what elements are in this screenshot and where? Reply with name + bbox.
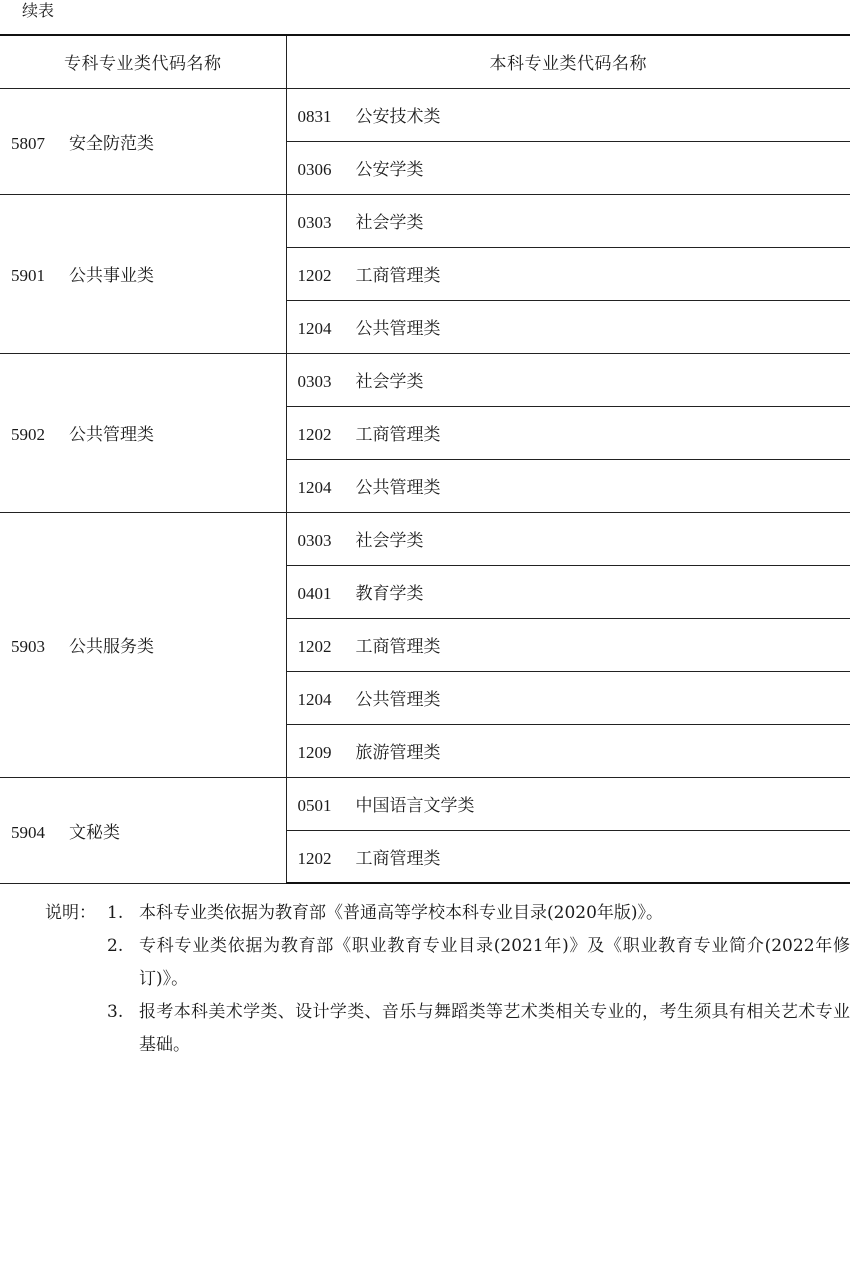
undergrad-major-name: 公共管理类 <box>355 690 441 710</box>
undergrad-major-code: 1204 <box>297 478 332 497</box>
junior-major-code: 5902 <box>11 425 45 444</box>
junior-major-code: 5903 <box>11 637 45 656</box>
note-text: 专科专业类依据为教育部《职业教育专业目录(2021年)》及《职业教育专业简介(2022年修订)》。 <box>139 936 850 989</box>
note-item <box>45 930 850 996</box>
undergrad-major-cell <box>286 194 850 247</box>
junior-major-cell <box>0 194 286 353</box>
undergrad-major-name: 社会学类 <box>355 213 424 233</box>
undergrad-major-cell <box>286 300 850 353</box>
undergrad-major-name: 工商管理类 <box>355 637 441 657</box>
major-mapping-table <box>0 34 850 884</box>
undergrad-major-code: 1204 <box>297 319 332 338</box>
notes-section <box>45 897 850 1062</box>
undergrad-major-name: 工商管理类 <box>355 266 441 286</box>
note-number: 1. <box>107 903 124 923</box>
undergrad-major-code: 1202 <box>297 848 332 868</box>
note-number: 3. <box>107 1002 124 1022</box>
junior-major-code: 5807 <box>11 133 45 153</box>
undergrad-major-cell <box>286 88 850 141</box>
junior-major-code: 5901 <box>11 266 45 285</box>
note-item <box>45 996 850 1062</box>
undergrad-major-cell <box>286 830 850 883</box>
header-junior-college: 专科专业类代码名称 <box>0 35 286 88</box>
undergrad-major-code: 1202 <box>297 637 332 656</box>
undergrad-major-name: 公安技术类 <box>355 107 441 127</box>
undergrad-major-name: 公安学类 <box>355 160 424 180</box>
junior-major-code: 5904 <box>11 822 45 842</box>
undergrad-major-cell <box>286 777 850 830</box>
note-text: 报考本科美术学类、设计学类、音乐与舞蹈类等艺术类相关专业的，考生须具有相关艺术专业基础。 <box>139 1002 850 1055</box>
undergrad-major-code: 0401 <box>297 584 332 603</box>
undergrad-major-code: 0303 <box>297 372 332 391</box>
note-text: 本科专业类依据为教育部《普通高等学校本科专业目录(2020年版)》。 <box>139 903 664 923</box>
undergrad-major-code: 0501 <box>297 796 332 815</box>
undergrad-major-name: 公共管理类 <box>355 319 441 339</box>
undergrad-major-cell <box>286 247 850 300</box>
table-row <box>0 777 850 830</box>
undergrad-major-cell <box>286 353 850 406</box>
table-row <box>0 194 850 247</box>
junior-major-cell <box>0 353 286 512</box>
undergrad-major-name: 中国语言文学类 <box>355 796 475 816</box>
table-continued-caption: 续表 <box>22 1 55 20</box>
note-item <box>45 897 850 930</box>
undergrad-major-name: 教育学类 <box>355 584 424 604</box>
note-number: 2. <box>107 936 124 956</box>
junior-major-cell <box>0 88 286 194</box>
junior-major-cell <box>0 777 286 883</box>
undergrad-major-cell <box>286 406 850 459</box>
table-row <box>0 353 850 406</box>
table-row <box>0 88 850 141</box>
notes-lead: 说明： <box>45 903 96 923</box>
table-header-row <box>0 35 850 88</box>
undergrad-major-cell <box>286 565 850 618</box>
undergrad-major-name: 工商管理类 <box>355 425 441 445</box>
undergrad-major-code: 0303 <box>297 213 332 232</box>
undergrad-major-cell <box>286 141 850 194</box>
table-row <box>0 512 850 565</box>
junior-major-cell <box>0 512 286 777</box>
undergrad-major-code: 0306 <box>297 160 332 179</box>
undergrad-major-name: 工商管理类 <box>355 848 441 869</box>
junior-major-name: 文秘类 <box>69 822 120 843</box>
undergrad-major-name: 旅游管理类 <box>355 743 441 763</box>
undergrad-major-code: 1202 <box>297 266 332 285</box>
undergrad-major-name: 公共管理类 <box>355 478 441 498</box>
undergrad-major-code: 0831 <box>297 107 332 126</box>
undergrad-major-code: 1209 <box>297 743 332 762</box>
header-undergraduate: 本科专业类代码名称 <box>286 35 850 88</box>
undergrad-major-cell <box>286 671 850 724</box>
undergrad-major-name: 社会学类 <box>355 372 424 392</box>
undergrad-major-cell <box>286 618 850 671</box>
junior-major-name: 安全防范类 <box>69 133 154 154</box>
junior-major-name: 公共管理类 <box>69 425 154 445</box>
undergrad-major-name: 社会学类 <box>355 531 424 551</box>
undergrad-major-code: 1204 <box>297 690 332 709</box>
undergrad-major-code: 1202 <box>297 425 332 444</box>
undergrad-major-code: 0303 <box>297 531 332 550</box>
junior-major-name: 公共服务类 <box>69 637 154 657</box>
junior-major-name: 公共事业类 <box>69 266 154 286</box>
undergrad-major-cell <box>286 724 850 777</box>
undergrad-major-cell <box>286 512 850 565</box>
undergrad-major-cell <box>286 459 850 512</box>
